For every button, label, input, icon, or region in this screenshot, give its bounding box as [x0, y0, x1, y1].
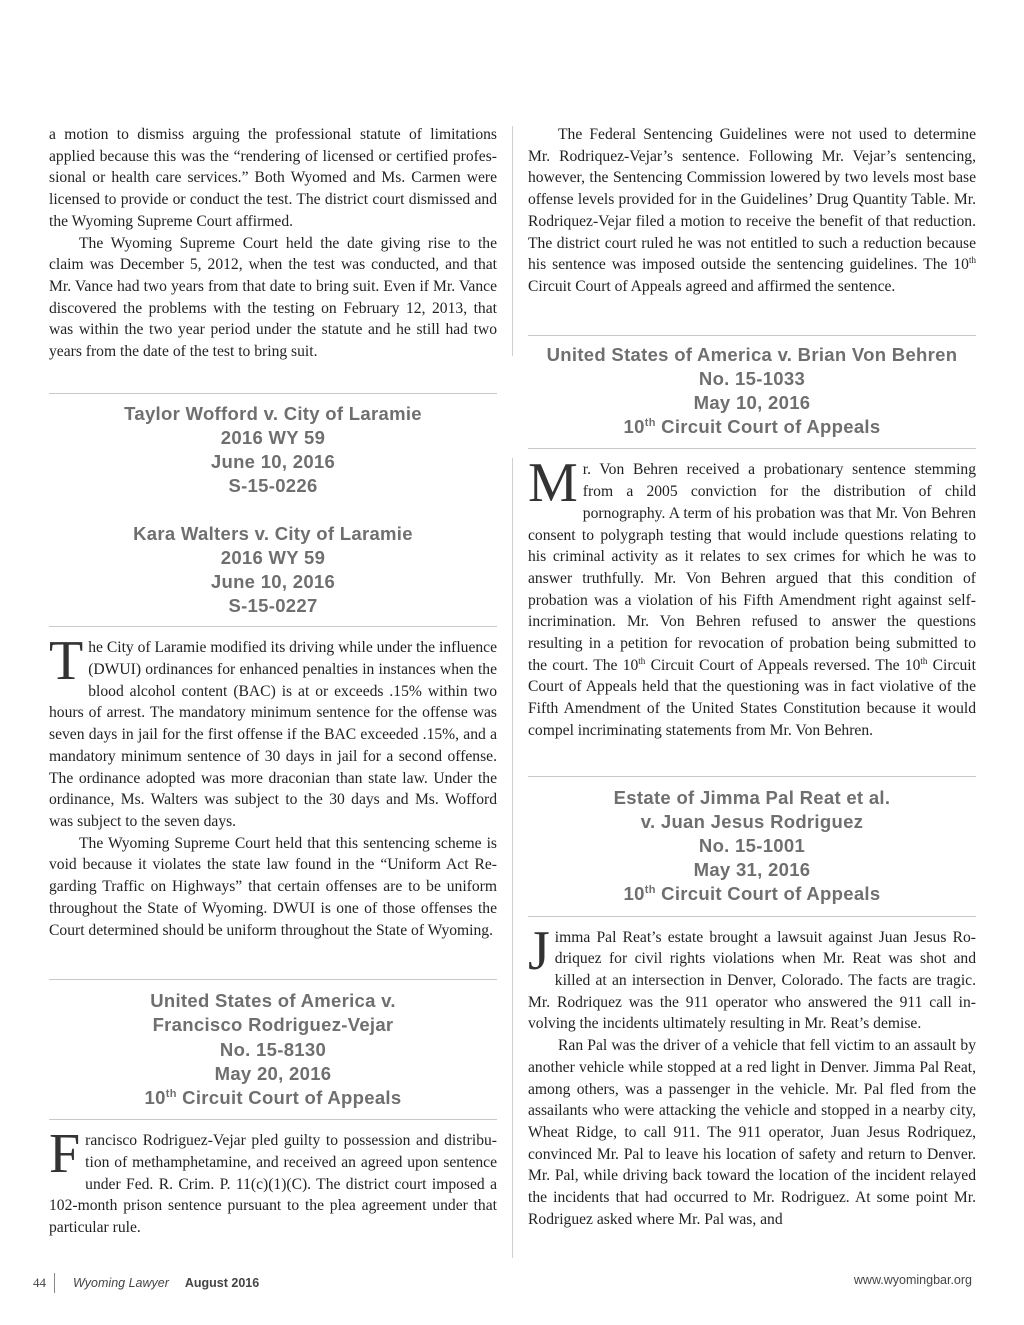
issue-date: August 2016	[184, 1276, 260, 1290]
case-docket: S-15-0227	[228, 595, 318, 617]
case-date: June 10, 2016	[210, 451, 336, 473]
column-divider-bottom	[512, 458, 513, 1258]
vejar-paragraph-1	[49, 1123, 497, 1239]
case-court: 10th Circuit Court of Appeals	[623, 416, 881, 438]
vejar-continued-paragraph: The Federal Sentencing Guidelines were not used to determine Mr. Rodriquez-Vejar’s sentence. Following Mr. Vejar’s sentencing, however, the Sentencing Commission lowered by two levels most base offense levels provided for in the Guidelines’ Drug Quantity Table. Mr. Rodriquez-Vejar filed a motion to receive the benefit of that reduction. The district court ruled he was not entitled to such a reduction because his sentence was imposed outside the sentencing guidelines. The 10th Circuit Court of Appeals agreed and affirmed the sentence.	[528, 126, 976, 295]
reat-paragraph-2: Ran Pal was the driver of a vehicle that fell victim to an assault by another vehicle while stopped at a red light in Denver. Jimma Pal Reat, among others, was a passenger in the vehicle. Mr. Pal fled from the assailants who were attacking the vehicle and stopped in a nearby city, Wheat Ridge, to call 911. The 911 operator, Juan Jesus Rodriquez, convinced Mr. Pal to leave his location of safety and return to Denver. Mr. Pal, while driving back toward the location of the incident relayed the incidents that had occurred to Mr. Rodriguez. At some point Mr. Rodriguez asked where Mr. Pal was, and	[528, 1037, 976, 1228]
reat-paragraph-1: Jimma Pal Reat’s estate brought a lawsuit against Juan Jesus Rodriquez for civil rights violations when Mr. Reat was shot and killed at an intersection in Denver, Colorado. The facts are tragic. Mr. Rodriquez was the 911 operator who answered the 911 call involving the incidents ultimately resulting in Mr. Reat’s demise.	[528, 919, 976, 1033]
case-heading-reat	[528, 786, 976, 907]
case-docket: S-15-0226	[228, 475, 318, 497]
left-column	[49, 124, 497, 1239]
case-heading-walters	[49, 522, 497, 619]
case-title: United States of America v. Brian Von Behren	[546, 343, 958, 365]
divider	[528, 776, 976, 777]
drop-cap: J	[528, 919, 550, 982]
drop-cap: M	[528, 452, 578, 515]
case-citation: 2016 WY 59	[220, 426, 326, 448]
footer-separator	[54, 1273, 55, 1293]
case-court: 10th Circuit Court of Appeals	[144, 1087, 402, 1109]
walters-text-1: he City of Laramie modified its driving while under the influence (DWUI) ordinances for enhanced penalties in instances when the blood alcohol content (BAC) is at or exceeds .15% within two hours of arrest. The mandatory minimum sentence for the offense was seven days in jail for the first offense if the BAC exceeded .15%, and a mandatory minimum sentence of 30 days in jail for a second offense. The ordinance adopted was more draconian than state law. Under the ordinance, Ms. Walters was subject to the 30 days and Ms. Wofford was subject to the seven days.	[49, 639, 498, 830]
divider	[528, 335, 976, 336]
walters-paragraph-1	[49, 630, 498, 832]
case-date: May 31, 2016	[693, 859, 811, 881]
case-title: Taylor Wofford v. City of Laramie	[124, 402, 422, 424]
case-date: June 10, 2016	[210, 570, 336, 592]
divider	[49, 979, 497, 980]
behren-paragraph: Mr. Von Behren received a probationary sentence stemming from a 2005 conviction for the distribution of child pornography. A term of his probation was that Mr. Von Behren consent to polygraph testing that would include questions relating to his criminal activity as it relates to sex crimes for which he was to answer truthfully. Mr. Von Behren argued that this condition of probation was a violation of his Fifth Amendment right against self-incrimination. Mr. Von Behren refused to answer the questions resulting in a petition for revocation of probation being submitted to the court. The 10th Circuit Court of Appeals reversed. The 10th Circuit Court of Appeals held that the questioning was in fact violative of the Fifth Amendment of the United States Constitution because it would compel incriminating statements from Mr. Von Behren.	[528, 452, 976, 739]
drop-cap: T	[49, 630, 84, 693]
case-date: May 10, 2016	[693, 392, 811, 414]
case-date: May 20, 2016	[214, 1062, 332, 1084]
divider	[49, 1119, 497, 1120]
intro-paragraph-1: a motion to dismiss arguing the professional statute of limitations applied because this was the “rendering of licensed or certified professional or health care services.” Both Wyomed and Ms. Carmen were licensed to provide or conduct the test. The district court dismissed and the Wyoming Supreme Court affirmed.	[49, 126, 497, 230]
intro-paragraph-2: The Wyoming Supreme Court held the date giving rise to the claim was December 5, 2012, when the test was conducted, and that Mr. Vance had two years from that date to bring suit. Even if Mr. Vance discovered the problems with the testing on February 12, 2013, that was within the two year period under the statute and he still had two years from the date of the test to bring suit.	[49, 234, 497, 361]
publication-name: Wyoming Lawyer	[73, 1276, 169, 1290]
right-column	[528, 124, 976, 1230]
case-citation: 2016 WY 59	[220, 546, 326, 568]
case-heading-behren	[528, 343, 976, 440]
case-heading-wofford	[49, 402, 497, 499]
case-number: No. 15-8130	[219, 1038, 327, 1060]
divider	[49, 626, 497, 627]
case-title-line-1: Estate of Jimma Pal Reat et al.	[613, 786, 891, 808]
case-title-line-1: United States of America v.	[150, 990, 396, 1012]
page-number: 44	[33, 1275, 46, 1290]
footer-left	[33, 1273, 259, 1293]
divider	[49, 393, 497, 394]
vejar-text-1: rancisco Rodriguez-Vejar pled guilty to possession and distribution of methamphetamine, and received an agreed upon sentence under Fed. R. Crim. P. 11(c)(1)(C). The district court imposed a 102-month prison sentence pursuant to the plea agreement under that particular rule.	[49, 1132, 497, 1237]
column-divider-top	[512, 126, 513, 356]
case-heading-vejar	[49, 989, 497, 1110]
case-title-line-2: v. Juan Jesus Rodriguez	[640, 810, 864, 832]
case-number: No. 15-1033	[698, 367, 806, 389]
drop-cap: F	[49, 1123, 81, 1186]
footer-website-link[interactable]: www.wyomingbar.org	[853, 1273, 972, 1287]
divider	[528, 448, 976, 449]
case-court: 10th Circuit Court of Appeals	[623, 883, 881, 905]
divider	[528, 916, 976, 917]
walters-paragraph-2: The Wyoming Supreme Court held that this sentencing scheme is void because it violates the state law found in the “Uniform Act Regarding Traffic on Highways” that certain offenses are to be uniform throughout the State of Wyoming. DWUI is one of those offenses the Court determined should be uniform throughout the State of Wyoming.	[49, 834, 497, 939]
case-title: Kara Walters v. City of Laramie	[133, 522, 413, 544]
case-title-line-2: Francisco Rodriguez-Vejar	[152, 1014, 394, 1036]
case-number: No. 15-1001	[698, 834, 806, 856]
